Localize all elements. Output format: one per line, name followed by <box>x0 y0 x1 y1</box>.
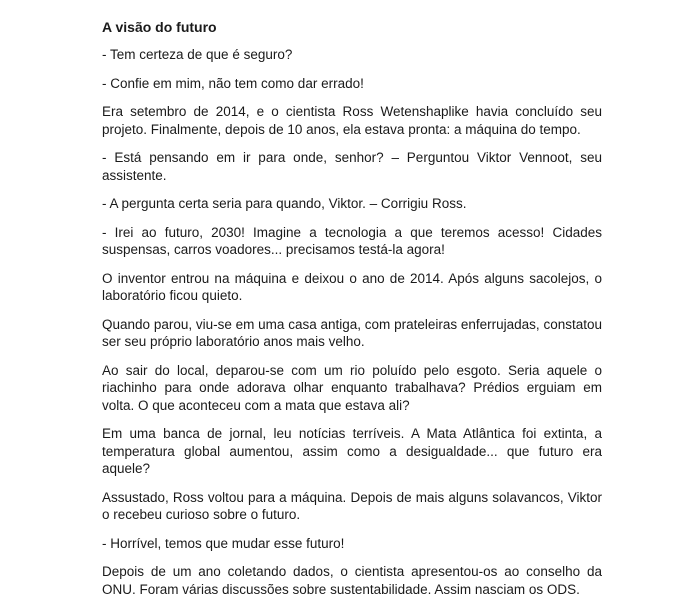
paragraph-6: - Irei ao futuro, 2030! Imagine a tecnologia a que teremos acesso! Cidades suspensas, carros voadores... precisamos testá-la agora! <box>102 224 602 257</box>
paragraph-2: - Confie em mim, não tem como dar errado! <box>102 75 364 91</box>
paragraph-10: Em uma banca de jornal, leu notícias terríveis. A Mata Atlântica foi extinta, a temperatura global aumentou, assim como a desigualdade... que futuro era aquele? <box>102 426 602 476</box>
paragraph-13: Depois de um ano coletando dados, o cientista apresentou-os ao conselho da ONU. Foram várias discussões sobre sustentabilidade. Assim nasciam os ODS. <box>102 564 602 597</box>
paragraph-4: - Está pensando em ir para onde, senhor? – Perguntou Viktor Vennoot, seu assistente. <box>102 150 602 183</box>
paragraph-7: O inventor entrou na máquina e deixou o ano de 2014. Após alguns sacolejos, o laboratório ficou quieto. <box>102 270 602 303</box>
document-page <box>102 18 602 609</box>
paragraph-5: - A pergunta certa seria para quando, Viktor. – Corrigiu Ross. <box>102 196 467 211</box>
paragraph-8: Quando parou, viu-se em uma casa antiga, com prateleiras enferrujadas, constatou ser seu próprio laboratório anos mais velho. <box>102 316 602 349</box>
paragraph-1: - Tem certeza de que é seguro? <box>102 47 293 62</box>
document-title: A visão do futuro <box>102 19 217 35</box>
paragraph-12: - Horrível, temos que mudar esse futuro! <box>102 535 345 551</box>
paragraph-11: Assustado, Ross voltou para a máquina. Depois de mais alguns solavancos, Viktor o recebeu curioso sobre o futuro. <box>102 489 602 522</box>
paragraph-9: Ao sair do local, deparou-se com um rio poluído pelo esgoto. Seria aquele o riachinho para onde adorava olhar enquanto trabalhava? Prédios erguiam em volta. O que aconteceu com a mata que estava ali? <box>102 362 602 413</box>
paragraph-3: Era setembro de 2014, e o cientista Ross Wetenshaplike havia concluído seu projeto. Finalmente, depois de 10 anos, ela estava pronta: a máquina do tempo. <box>102 104 602 137</box>
